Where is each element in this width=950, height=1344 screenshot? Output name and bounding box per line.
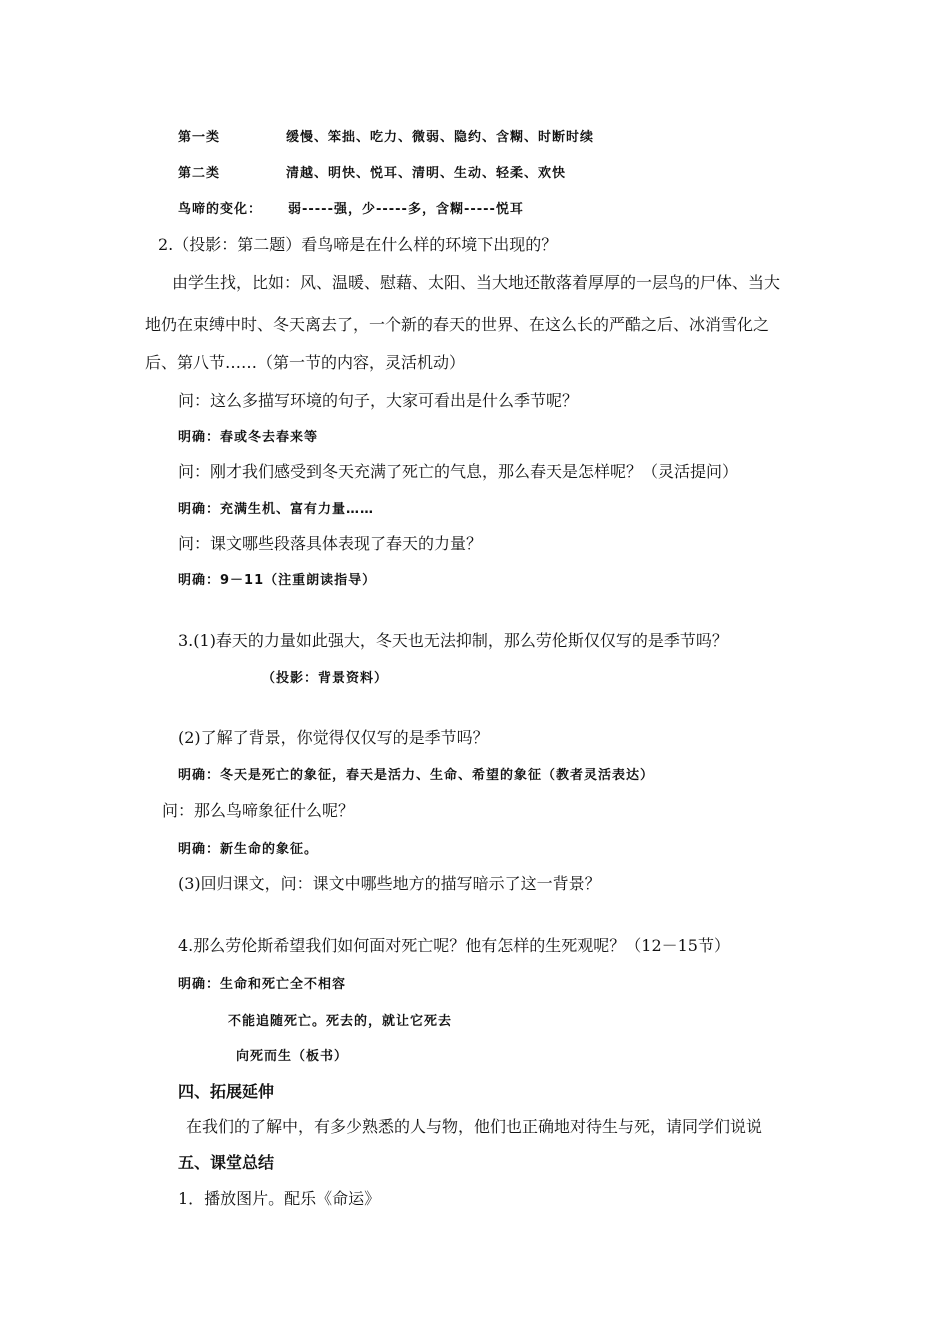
- ask-2: 问：刚才我们感受到冬天充满了死亡的气息，那么春天是怎样呢？（灵活提问）: [178, 462, 739, 481]
- bird-change-label: 鸟啼的变化：: [178, 202, 263, 217]
- clear-2: 明确：充满生机、富有力量……: [178, 502, 375, 517]
- section-5-item-1: 1．播放图片。配乐《命运》: [178, 1189, 381, 1208]
- bird-change-value: 弱-----强，少-----多，含糊-----悦耳: [288, 202, 524, 217]
- question-2-answer-line-1: 由学生找，比如：风、温暖、慰藉、太阳、当大地还散落着厚厚的一层鸟的尸体、当大: [172, 273, 781, 292]
- section-5-title: 五、课堂总结: [178, 1153, 275, 1172]
- question-3-part-3: (3)回归课文，问：课文中哪些地方的描写暗示了这一背景？: [178, 874, 601, 893]
- ask-4: 问：那么鸟啼象征什么呢？: [162, 801, 355, 820]
- clear-5: 明确：新生命的象征。: [178, 842, 319, 857]
- bird-change-row: [178, 199, 524, 221]
- ask-3: 问：课文哪些段落具体表现了春天的力量？: [178, 534, 483, 553]
- ask-1: 问：这么多描写环境的句子，大家可看出是什么季节呢？: [178, 391, 579, 410]
- category-2-row: [178, 163, 566, 185]
- section-4-title: 四、拓展延伸: [178, 1082, 275, 1101]
- category-1-row: [178, 127, 594, 149]
- question-2-answer-line-3: 后、第八节……（第一节的内容，灵活机动）: [145, 353, 466, 372]
- section-4-text: 在我们的了解中，有多少熟悉的人与物，他们也正确地对待生与死，请同学们说说: [186, 1117, 763, 1136]
- category-1-words: 缓慢、笨拙、吃力、微弱、隐约、含糊、时断时续: [286, 130, 595, 145]
- clear-3: 明确：9－11（注重朗读指导）: [178, 573, 377, 588]
- clear-1: 明确：春或冬去春来等: [178, 430, 319, 445]
- category-1-label: 第一类: [178, 130, 221, 145]
- question-2: 2.（投影：第二题）看鸟啼是在什么样的环境下出现的？: [158, 235, 558, 254]
- question-4: 4.那么劳伦斯希望我们如何面对死亡呢？他有怎样的生死观呢？（12－15节）: [178, 936, 730, 955]
- question-2-answer-line-2: 地仍在束缚中时、冬天离去了，一个新的春天的世界、在这么长的严酷之后、冰消雪化之: [145, 315, 770, 334]
- category-2-words: 清越、明快、悦耳、清明、生动、轻柔、欢快: [286, 166, 567, 181]
- clear-6: 明确：生命和死亡全不相容: [178, 977, 347, 992]
- question-3-part-1: 3.(1)春天的力量如此强大，冬天也无法抑制，那么劳伦斯仅仅写的是季节吗？: [178, 631, 728, 650]
- projection-note: （投影：背景资料）: [262, 671, 389, 686]
- clear-4: 明确：冬天是死亡的象征，春天是活力、生命、希望的象征（教者灵活表达）: [178, 768, 655, 783]
- question-3-part-2: (2)了解了背景，你觉得仅仅写的是季节吗？: [178, 728, 489, 747]
- clear-6-line-2: 不能追随死亡。死去的，就让它死去: [228, 1014, 453, 1029]
- category-2-label: 第二类: [178, 166, 221, 181]
- clear-6-line-3: 向死而生（板书）: [236, 1049, 349, 1064]
